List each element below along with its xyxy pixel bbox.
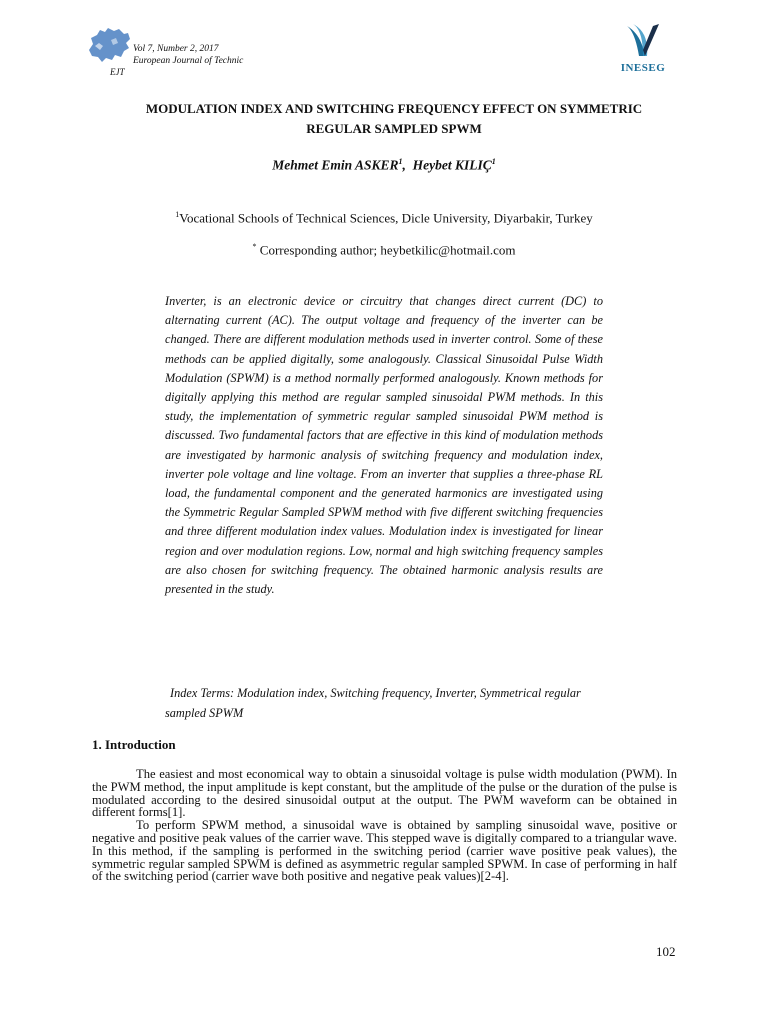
europe-map-logo bbox=[86, 26, 132, 66]
index-terms bbox=[165, 684, 605, 723]
body-paragraph-2: To perform SPWM method, a sinusoidal wave is obtained by sampling sinusoidal wave, positive or negative and positive peak values of the carrier wave. This stepped wave is digitally compared to a triangular wave. In this method, if the sampling is performed in the switching period (carrier wave positive peak values), the symmetric regular sampled SPWM is defined as asymmetric regular sampled SPWM. In case of performing in half of the switching period (carrier wave both positive and negative peak values)[2-4]. bbox=[92, 818, 677, 884]
corresponding-text: Corresponding author; heybetkilic@hotmail.com bbox=[259, 242, 516, 258]
index-terms-text: Index Terms: Modulation index, Switching frequency, Inverter, Symmetrical regular sampled SPWM bbox=[165, 686, 581, 720]
paper-title bbox=[100, 99, 688, 139]
page-number: 102 bbox=[656, 944, 676, 959]
journal-abbreviation: EJT bbox=[110, 67, 125, 77]
author-2-affiliation-mark: 1 bbox=[491, 157, 496, 166]
volume-line: Vol 7, Number 2, 2017 bbox=[133, 44, 219, 54]
author-1: Mehmet Emin ASKER bbox=[272, 157, 399, 173]
ineseg-logo bbox=[612, 20, 674, 74]
journal-info bbox=[133, 43, 243, 67]
section-heading: 1. Introduction bbox=[92, 737, 176, 752]
journal-name: European Journal of Technic bbox=[133, 56, 244, 66]
author-list bbox=[84, 157, 684, 174]
title-line-1: MODULATION INDEX AND SWITCHING FREQUENCY EFFECT ON SYMMETRIC bbox=[145, 101, 643, 116]
affiliation-mark: 1 bbox=[175, 210, 180, 219]
body-paragraph-1: The easiest and most economical way to obtain a sinusoidal voltage is pulse width modulation (PWM). In the PWM method, the input amplitude is kept constant, but the amplitude of the pulse or the duration of the pulse is modulated according to the desired sinusoidal output at the output. The PWM waveform can be obtained in different forms[1]. bbox=[92, 767, 677, 820]
corresponding-mark: * bbox=[252, 242, 257, 251]
author-separator: , bbox=[402, 157, 406, 173]
introduction-body bbox=[92, 768, 677, 883]
affiliation-text: Vocational Schools of Technical Sciences, Dicle University, Diyarbakir, Turkey bbox=[179, 210, 593, 226]
abstract bbox=[165, 292, 603, 599]
publisher-name: INESEG bbox=[620, 62, 666, 74]
title-line-2: REGULAR SAMPLED SPWM bbox=[306, 121, 482, 136]
ineseg-v-icon bbox=[623, 20, 663, 62]
affiliation bbox=[84, 210, 684, 226]
corresponding-author bbox=[84, 242, 684, 258]
abstract-text: Inverter, is an electronic device or circuitry that changes direct current (DC) to alternating current (AC). The output voltage and frequency of the inverter can be changed. There are different modulation methods used in inverter control. Some of these methods can be applied digitally, some analogously. Classical Sinusoidal Pulse Width Modulation (SPWM) is a method normally performed analogously. Known methods for digitally applying this method are regular sampled sinusoidal PWM methods. In this study, the implementation of symmetric regular sampled sinusoidal PWM method is discussed. Two fundamental factors that are effective in this kind of modulation methods are investigated by harmonic analysis of switching frequency and modulation index, inverter pole voltage and line voltage. From an inverter that supplies a three-phase RL load, the fundamental component and the generated harmonics are investigated using the Symmetric Regular Sampled SPWM method with five different switching frequencies and three different modulation index values. Modulation index is investigated for linear region and over modulation regions. Low, normal and high switching frequency samples are also chosen for switching frequency. The obtained harmonic analysis results are presented in the study. bbox=[165, 294, 603, 597]
author-1-affiliation-mark: 1 bbox=[398, 157, 403, 166]
author-2: Heybet KILIÇ bbox=[412, 157, 492, 173]
